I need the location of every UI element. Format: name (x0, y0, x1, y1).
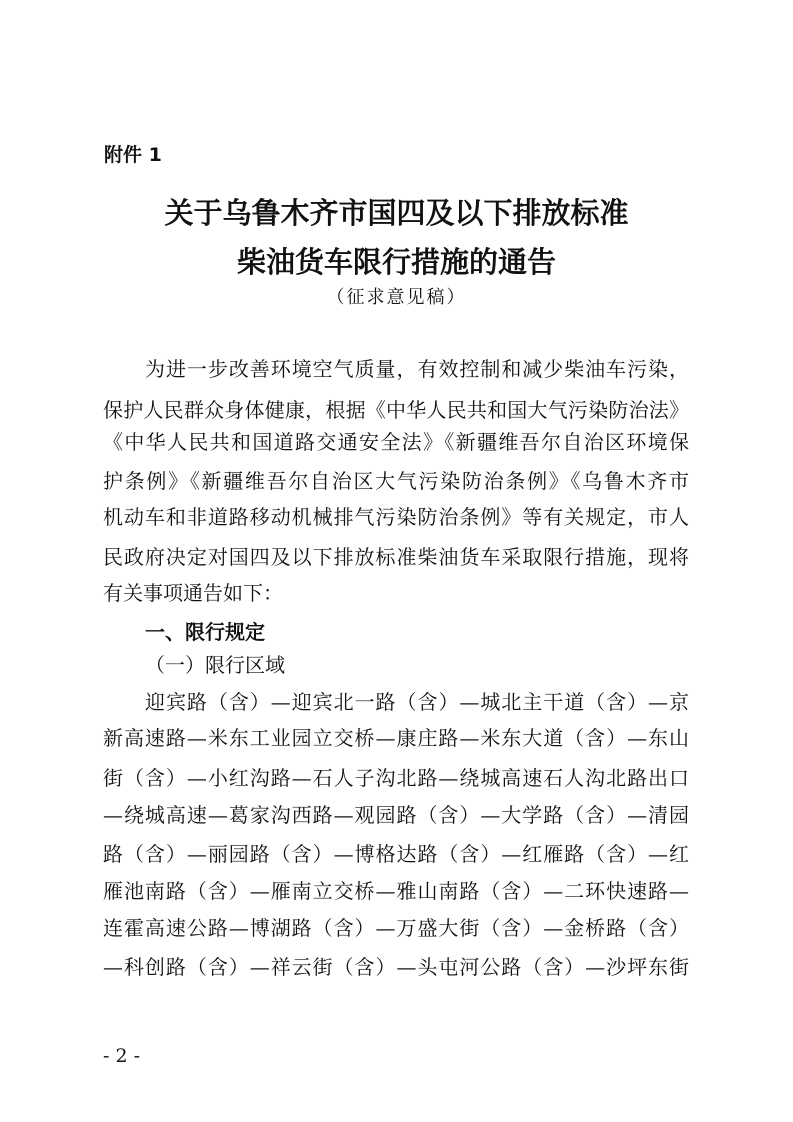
subsection-heading-area: （一）限行区域 (145, 653, 285, 677)
document-title-line-2: 柴油货车限行措施的通告 (236, 245, 556, 279)
intro-line: 《中华人民共和国道路交通安全法》《新疆维吾尔自治区环境保 (103, 430, 689, 454)
intro-line: 机动车和非道路移动机械排气污染防治条例》等有关规定，市人 (103, 505, 689, 529)
section-heading-restrictions: 一、限行规定 (145, 620, 265, 644)
intro-line: 保护人民群众身体健康，根据《中华人民共和国大气污染防治法》 (103, 398, 689, 422)
document-subtitle: （征求意见稿） (326, 287, 467, 308)
intro-line: 为进一步改善环境空气质量，有效控制和减少柴油车污染， (145, 357, 689, 381)
area-line: 连霍高速公路—博湖路（含）—万盛大街（含）—金桥路（含） (103, 916, 689, 940)
area-line: 雁池南路（含）—雁南立交桥—雅山南路（含）—二环快速路— (103, 879, 689, 903)
area-line: 迎宾路（含）—迎宾北一路（含）—城北主干道（含）—京 (145, 690, 689, 714)
area-line: 路（含）—丽园路（含）—博格达路（含）—红雁路（含）—红 (103, 842, 689, 866)
area-line: 新高速路—米东工业园立交桥—康庄路—米东大道（含）—东山 (103, 726, 689, 750)
page-number: - 2 - (103, 1045, 141, 1067)
document-title-line-1: 关于乌鲁木齐市国四及以下排放标准 (164, 196, 629, 230)
area-line: —科创路（含）—祥云街（含）—头屯河公路（含）—沙坪东街 (103, 955, 689, 979)
intro-line: 护条例》《新疆维吾尔自治区大气污染防治条例》《乌鲁木齐市 (103, 469, 689, 493)
intro-line: 民政府决定对国四及以下排放标准柴油货车采取限行措施，现将 (103, 545, 689, 569)
intro-line: 有关事项通告如下： (103, 581, 283, 605)
area-line: 街（含）—小红沟路—石人子沟北路—绕城高速石人沟北路出口 (103, 766, 689, 790)
area-line: —绕城高速—葛家沟西路—观园路（含）—大学路（含）—清园 (103, 803, 689, 827)
attachment-label: 附件 1 (104, 144, 162, 166)
